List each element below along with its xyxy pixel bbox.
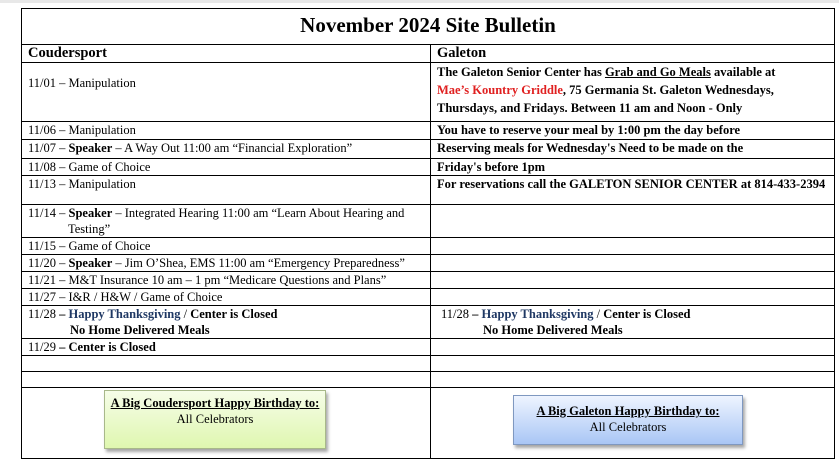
coudersport-event: 11/08 – Game of Choice: [22, 159, 431, 176]
coudersport-birthday-box: [104, 390, 326, 449]
galeton-header: Galeton: [431, 45, 835, 63]
galeton-empty-cell: [431, 255, 835, 272]
galeton-phone-note: For reservations call the GALETON SENIOR CENTER at 814-433-2394: [431, 176, 835, 205]
table-row: [22, 140, 835, 159]
galeton-empty-cell: [431, 272, 835, 289]
table-row: [22, 63, 835, 122]
table-row: [22, 122, 835, 140]
birthday-names: All Celebrators: [176, 412, 254, 426]
galeton-empty-cell: [431, 289, 835, 306]
birthday-names: All Celebrators: [589, 420, 667, 434]
coudersport-event: 11/07 – Speaker – A Way Out 11:00 am “Financial Exploration”: [22, 140, 431, 159]
table-row: [22, 306, 835, 339]
bulletin-document: [21, 8, 834, 459]
galeton-intro: The Galeton Senior Center has Grab and Go Meals available at Mae’s Kountry Griddle, 75 Germania St. Galeton Wednesdays, Thursdays, and Fridays. Between 11 am and Noon - Only: [431, 63, 835, 122]
galeton-thanksgiving: 11/28 – Happy Thanksgiving / Center is Closed No Home Delivered Meals: [431, 306, 835, 339]
holiday-label: Happy Thanksgiving: [68, 307, 181, 321]
coudersport-event: 11/21 – M&T Insurance 10 am – 1 pm “Medicare Questions and Plans”: [22, 272, 431, 289]
galeton-reserve-note: You have to reserve your meal by 1:00 pm the day before: [431, 122, 835, 140]
coudersport-event: 11/14 – Speaker – Integrated Hearing 11:00 am “Learn About Hearing and Testing”: [22, 205, 431, 238]
galeton-empty-cell: [431, 339, 835, 356]
empty-cell: [431, 356, 835, 372]
galeton-wednesday-note: Reserving meals for Wednesday's Need to be made on the: [431, 140, 835, 159]
galeton-empty-cell: [431, 238, 835, 255]
bulletin-table: [21, 8, 835, 459]
table-row: [22, 159, 835, 176]
table-row: [22, 272, 835, 289]
header-row: [22, 45, 835, 63]
coudersport-event: 11/15 – Game of Choice: [22, 238, 431, 255]
galeton-birthday-cell: [431, 388, 835, 459]
birthday-row: [22, 388, 835, 459]
coudersport-event: 11/20 – Speaker – Jim O’Shea, EMS 11:00 am “Emergency Preparedness”: [22, 255, 431, 272]
coudersport-event: 11/27 – I&R / H&W / Game of Choice: [22, 289, 431, 306]
page-title: November 2024 Site Bulletin: [22, 9, 835, 45]
galeton-empty-cell: [431, 205, 835, 238]
restaurant-name: Mae’s Kountry Griddle: [437, 83, 563, 97]
coudersport-event: 11/28 – Happy Thanksgiving / Center is Closed No Home Delivered Meals: [22, 306, 431, 339]
table-row: [22, 205, 835, 238]
title-row: [22, 9, 835, 45]
empty-cell: [22, 356, 431, 372]
table-row-empty: [22, 356, 835, 372]
top-edge: [0, 0, 839, 3]
table-row: [22, 255, 835, 272]
coudersport-event: 11/01 – Manipulation: [22, 63, 431, 122]
table-row: [22, 339, 835, 356]
birthday-heading: A Big Galeton Happy Birthday to:: [536, 404, 720, 418]
table-row: [22, 238, 835, 255]
table-row-empty: [22, 372, 835, 388]
coudersport-event: 11/13 – Manipulation: [22, 176, 431, 205]
holiday-label: Happy Thanksgiving: [481, 307, 594, 321]
grab-and-go-link: Grab and Go Meals: [604, 65, 711, 79]
coudersport-event: 11/29 – Center is Closed: [22, 339, 431, 356]
table-row: [22, 176, 835, 205]
coudersport-header: Coudersport: [22, 45, 431, 63]
galeton-birthday-box: [513, 395, 743, 445]
empty-cell: [22, 372, 431, 388]
birthday-heading: A Big Coudersport Happy Birthday to:: [110, 396, 320, 410]
table-row: [22, 289, 835, 306]
coudersport-event: 11/06 – Manipulation: [22, 122, 431, 140]
galeton-friday-note: Friday's before 1pm: [431, 159, 835, 176]
coudersport-birthday-cell: [22, 388, 431, 459]
empty-cell: [431, 372, 835, 388]
